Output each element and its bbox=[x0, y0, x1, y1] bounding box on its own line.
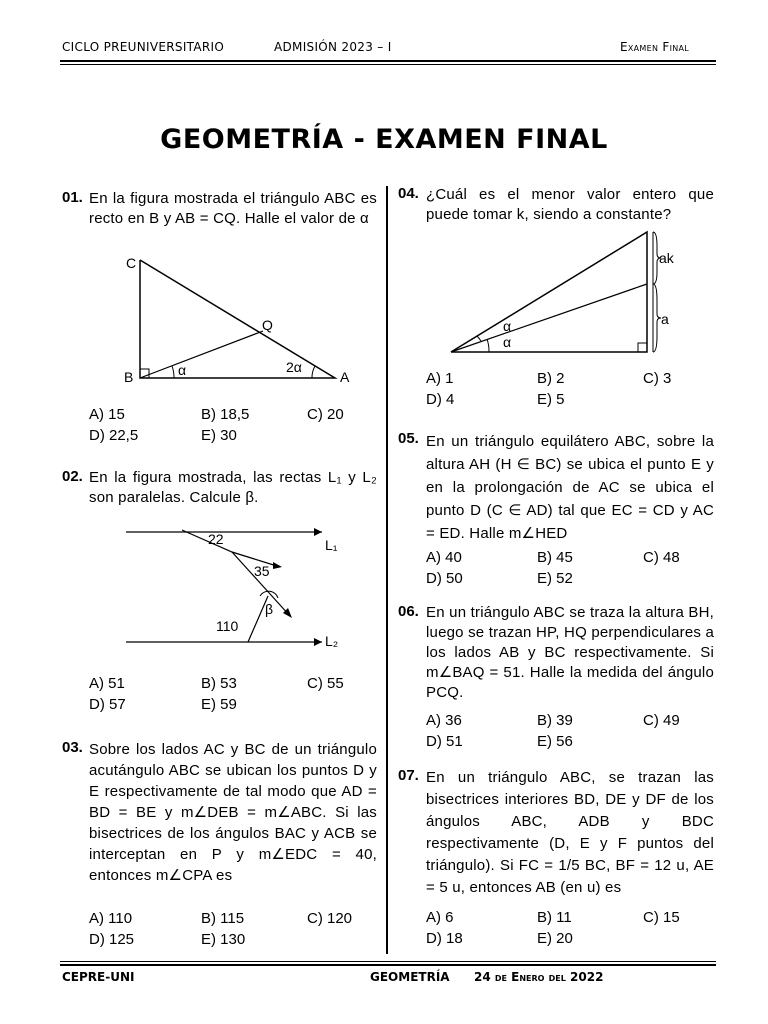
page-title: GEOMETRÍA - EXAMEN FINAL bbox=[160, 124, 608, 155]
q04-label-a: a bbox=[661, 311, 669, 327]
option[interactable]: A) 40 bbox=[426, 549, 462, 566]
header-right: Examen Final bbox=[620, 40, 690, 54]
header-left: CICLO PREUNIVERSITARIO bbox=[62, 40, 225, 54]
q02-text: En la figura mostrada, las rectas L₁ y L₂ son paralelas. Calcule β. bbox=[89, 469, 377, 506]
option[interactable]: D) 4 bbox=[426, 391, 455, 408]
option[interactable]: A) 110 bbox=[89, 910, 133, 927]
option[interactable]: C) 3 bbox=[643, 370, 672, 387]
option[interactable]: E) 30 bbox=[201, 427, 237, 444]
footer-left: CEPRE-UNI bbox=[62, 970, 135, 984]
option[interactable]: D) 50 bbox=[426, 570, 463, 587]
q03-number: 03. bbox=[62, 739, 83, 756]
q04-label-ak: ak bbox=[659, 250, 674, 266]
q03-options bbox=[89, 908, 379, 952]
q02-label-beta: β bbox=[265, 601, 274, 617]
option[interactable]: D) 125 bbox=[89, 931, 135, 948]
q01-label-a: A bbox=[340, 369, 350, 385]
q04-options bbox=[426, 368, 716, 412]
option[interactable]: A) 51 bbox=[89, 675, 125, 692]
q04-label-alpha-1: α bbox=[503, 318, 512, 334]
q01-label-b: B bbox=[124, 369, 134, 385]
option[interactable]: E) 5 bbox=[537, 391, 565, 408]
footer-rule-thin bbox=[60, 961, 716, 962]
q07-text: En un triángulo ABC, se trazan las bisectrices interiores BD, DE y DF de los ángulos ABC, ADB y BDC respectivamente (D, E y F puntos del triángulo). Si FC = 1/5 BC, BF = 12 u, AE = 5 u, entonces AB (en u) es bbox=[426, 769, 714, 896]
option[interactable]: E) 56 bbox=[537, 733, 573, 750]
q03-text: Sobre los lados AC y BC de un triángulo acutángulo ABC se ubican los puntos D y E respectivamente de tal modo que AD = BD = BE y m∠DEB = m∠ABC. Si las bisectrices de los ángulos BAC y ACB se interceptan en P y m∠EDC = 40, entonces m∠CPA es bbox=[89, 741, 377, 884]
q05-text: En un triángulo equilátero ABC, sobre la altura AH (H ∈ BC) se ubica el punto E y en la prolongación de AC se ubica el punto D (C ∈ AD) tal que EC = CD y AC = ED. Halle m∠HED bbox=[426, 433, 714, 542]
q04-figure bbox=[445, 226, 695, 361]
q02-label-110: 110 bbox=[216, 618, 239, 634]
q05-options bbox=[426, 547, 716, 591]
q01-label-c: C bbox=[126, 255, 137, 271]
option[interactable]: C) 55 bbox=[307, 675, 344, 692]
option[interactable]: A) 15 bbox=[89, 406, 125, 423]
option[interactable]: B) 45 bbox=[537, 549, 573, 566]
header-rule bbox=[60, 60, 716, 62]
option[interactable]: C) 120 bbox=[307, 910, 353, 927]
q02-label-22: 22 bbox=[208, 531, 224, 547]
q01-options bbox=[89, 404, 379, 448]
q02-figure bbox=[120, 518, 360, 658]
q06-text: En un triángulo ABC se traza la altura BH, luego se trazan HP, HQ perpendiculares a los lados AB y BC respectivamente. Si m∠BAQ = 51. Halle la medida del ángulo PCQ. bbox=[426, 604, 714, 701]
option[interactable]: A) 6 bbox=[426, 909, 454, 926]
header-rule-thin bbox=[60, 64, 716, 65]
option[interactable]: E) 59 bbox=[201, 696, 237, 713]
option[interactable]: C) 48 bbox=[643, 549, 680, 566]
q01-label-alpha: α bbox=[178, 362, 187, 378]
option[interactable]: B) 39 bbox=[537, 712, 573, 729]
q02-label-l2: L₂ bbox=[325, 633, 339, 649]
q02-number: 02. bbox=[62, 468, 83, 485]
q04-number: 04. bbox=[398, 185, 419, 202]
option[interactable]: E) 20 bbox=[537, 930, 573, 947]
column-divider bbox=[386, 186, 388, 954]
option[interactable]: B) 18,5 bbox=[201, 406, 250, 423]
q06-options bbox=[426, 710, 716, 754]
option[interactable]: E) 52 bbox=[537, 570, 573, 587]
q04-label-alpha-2: α bbox=[503, 334, 512, 350]
option[interactable]: A) 1 bbox=[426, 370, 454, 387]
q01-number: 01. bbox=[62, 189, 83, 206]
q01-figure bbox=[110, 248, 370, 393]
header-center: ADMISIÓN 2023 – I bbox=[274, 40, 392, 54]
option[interactable]: B) 115 bbox=[201, 910, 245, 927]
q02-options bbox=[89, 673, 379, 717]
option[interactable]: B) 53 bbox=[201, 675, 237, 692]
q06-number: 06. bbox=[398, 603, 419, 620]
option[interactable]: C) 15 bbox=[643, 909, 680, 926]
q04-text: ¿Cuál es el menor valor entero que puede tomar k, siendo a constante? bbox=[426, 186, 714, 223]
q07-options bbox=[426, 907, 716, 951]
q07-number: 07. bbox=[398, 767, 419, 784]
footer-rule bbox=[60, 964, 716, 966]
option[interactable]: C) 49 bbox=[643, 712, 680, 729]
option[interactable]: D) 22,5 bbox=[89, 427, 139, 444]
option[interactable]: B) 2 bbox=[537, 370, 565, 387]
q01-label-q: Q bbox=[262, 317, 273, 333]
footer-center: GEOMETRÍA bbox=[370, 970, 450, 984]
q02-label-35: 35 bbox=[254, 563, 270, 579]
option[interactable]: E) 130 bbox=[201, 931, 246, 948]
q01-text: En la figura mostrada el triángulo ABC es recto en B y AB = CQ. Halle el valor de α bbox=[89, 190, 377, 227]
option[interactable]: B) 11 bbox=[537, 909, 572, 926]
option[interactable]: D) 57 bbox=[89, 696, 126, 713]
option[interactable]: C) 20 bbox=[307, 406, 344, 423]
q01-label-two-alpha: 2α bbox=[286, 359, 302, 375]
footer-right: 24 de Enero del 2022 bbox=[474, 970, 604, 984]
q05-number: 05. bbox=[398, 430, 419, 447]
q02-label-l1: L₁ bbox=[325, 537, 338, 553]
option[interactable]: D) 18 bbox=[426, 930, 463, 947]
option[interactable]: A) 36 bbox=[426, 712, 462, 729]
option[interactable]: D) 51 bbox=[426, 733, 463, 750]
